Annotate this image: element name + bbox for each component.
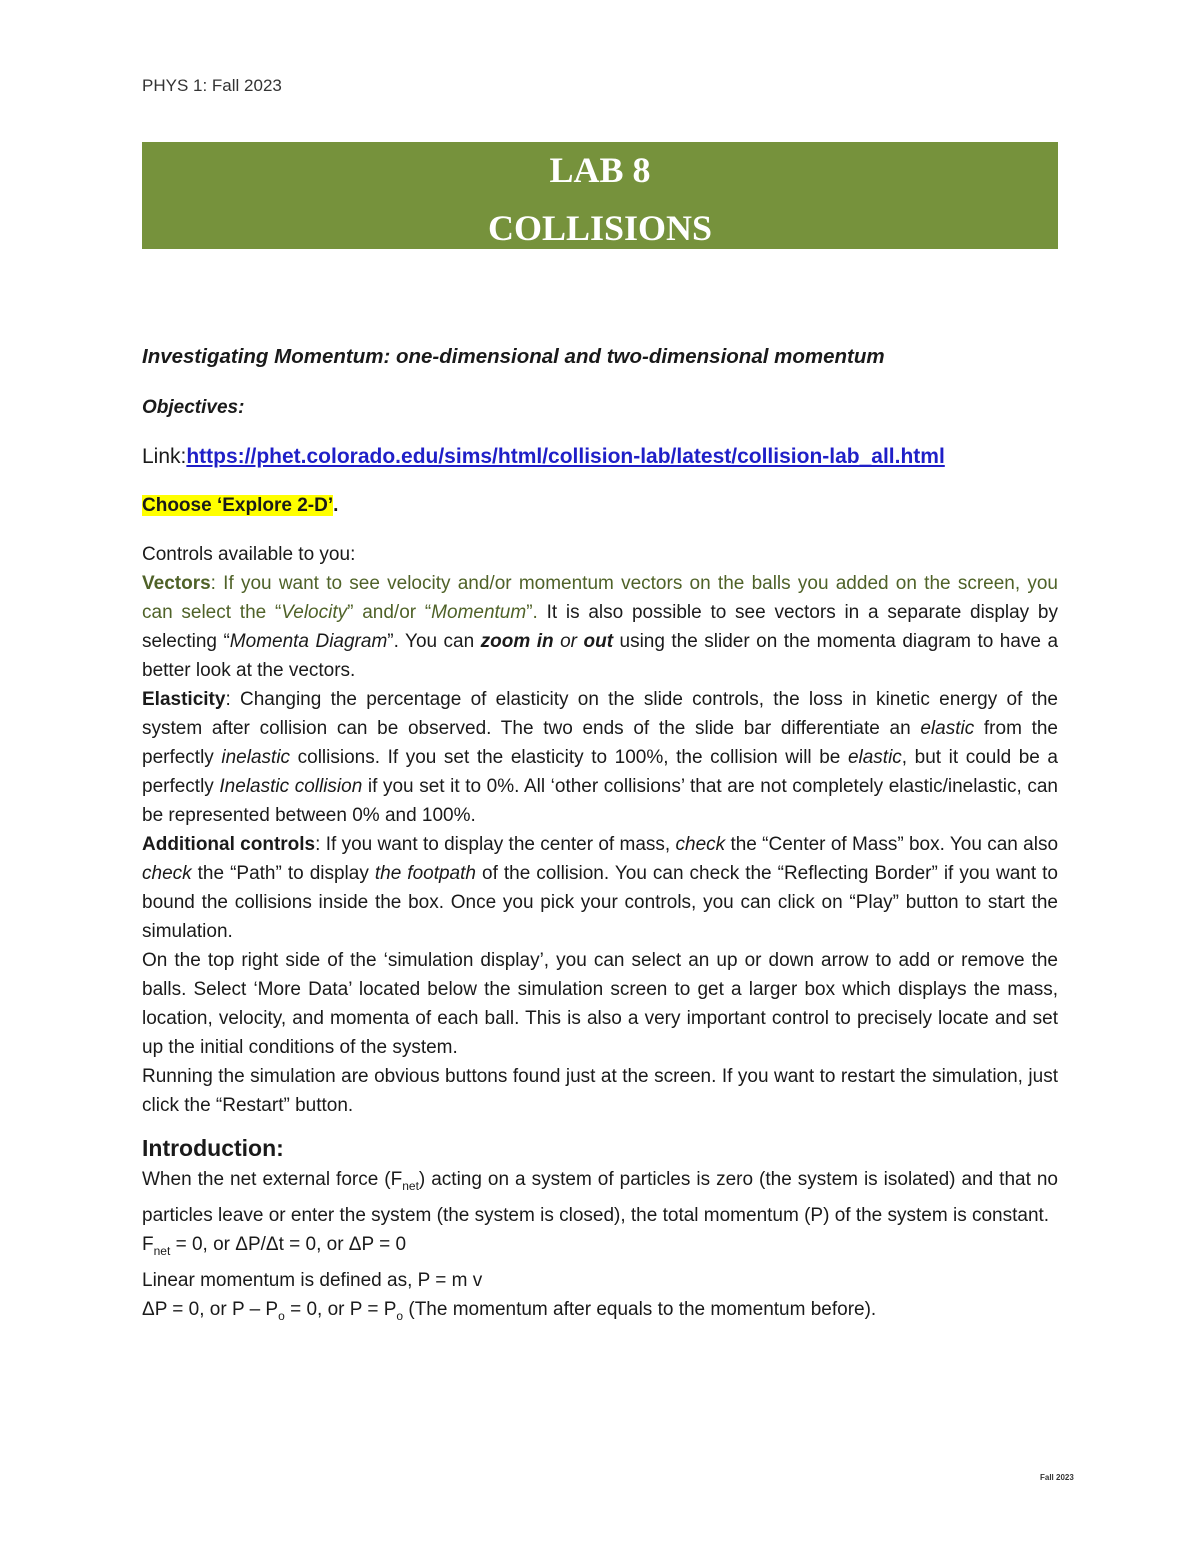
equation-conservation: ΔP = 0, or $P - P_o = 0$, or $P = P_o$ (The momentum after equals to the momentum before). [142, 1298, 877, 1323]
top-right-paragraph: On the top right side of the ‘simulation display’, you can select an up or down arrow to add or remove the balls. Select ‘More Data’ located below the simulation screen to get a larger box which displays the mass, location, velocity, and momenta of each ball. This is also a very important control to precisely locate and set up the initial conditions of the system. [142, 950, 1058, 1058]
controls-intro: Controls available to you: [142, 544, 356, 565]
elasticity-paragraph: Elasticity: Changing the percentage of elasticity on the slide controls, the loss in kinetic energy of the system after collision can be observed. The two ends of the slide bar differentiate an elastic from the perfectly inelastic collisions. If you set the elasticity to 100%, the collision will be elastic, but it could be a perfectly Inelastic collision if you set it to 0%. All ‘other collisions’ that are not completely elastic/inelastic, can be represented between 0% and 100%. [142, 689, 1058, 826]
link-label: Link: [142, 445, 187, 468]
subtitle: Investigating Momentum: one-dimensional and two-dimensional momentum [142, 345, 885, 368]
additional-controls-label: Additional controls [142, 834, 316, 855]
introduction-heading: Introduction: [142, 1135, 284, 1161]
title-banner [142, 142, 1058, 249]
running-paragraph: Running the simulation are obvious buttons found just at the screen. If you want to restart the simulation, just click the “Restart” button. [142, 1066, 1058, 1116]
choose-highlight: Choose ‘Explore 2-D’ [142, 495, 334, 516]
lab-number: LAB 8 [549, 150, 651, 190]
equation-linear-momentum: Linear momentum is defined as, P = m v [142, 1269, 483, 1291]
elasticity-label: Elasticity [142, 689, 226, 710]
additional-controls-paragraph: Additional controls: If you want to display the center of mass, check the “Center of Mass” box. You can also check the “Path” to display the footpath of the collision. You can check the “Reflecting Border” if you want to bound the collisions inside the box. Once you pick your controls, you can click on “Play” button to start the simulation. [142, 834, 1059, 942]
choose-instruction: Choose ‘Explore 2-D’. [142, 495, 339, 516]
link-line [142, 442, 1058, 471]
course-header: PHYS 1: Fall 2023 [142, 76, 282, 95]
vectors-label: Vectors [142, 573, 211, 594]
introduction-paragraph: When the net external force $(F_{net})$ acting on a system of particles is zero (the system is isolated) and that no particles leave or enter the system (the system is closed), the total momentum (P) of the system is constant. [142, 1169, 1059, 1226]
objectives-label: Objectives: [142, 397, 245, 418]
simulation-link[interactable]: https://phet.colorado.edu/sims/html/collision-lab/latest/collision-lab_all.html [186, 445, 945, 468]
document-body [142, 342, 1058, 1330]
vectors-paragraph: Vectors: If you want to see velocity and/or momentum vectors on the balls you added on the screen, you can select the “Velocity” and/or “Momentum”. It is also possible to see vectors in a separate display by selecting “Momenta Diagram”. You can zoom in or out using the slider on the momenta diagram to have a better look at the vectors. [142, 573, 1059, 681]
equation-net-force: $F_{net} = 0$, or ΔP/Δt = 0, or ΔP = 0 [142, 1233, 407, 1258]
footer-year: Fall 2023 [1040, 1473, 1074, 1482]
lab-title: COLLISIONS [487, 208, 713, 248]
